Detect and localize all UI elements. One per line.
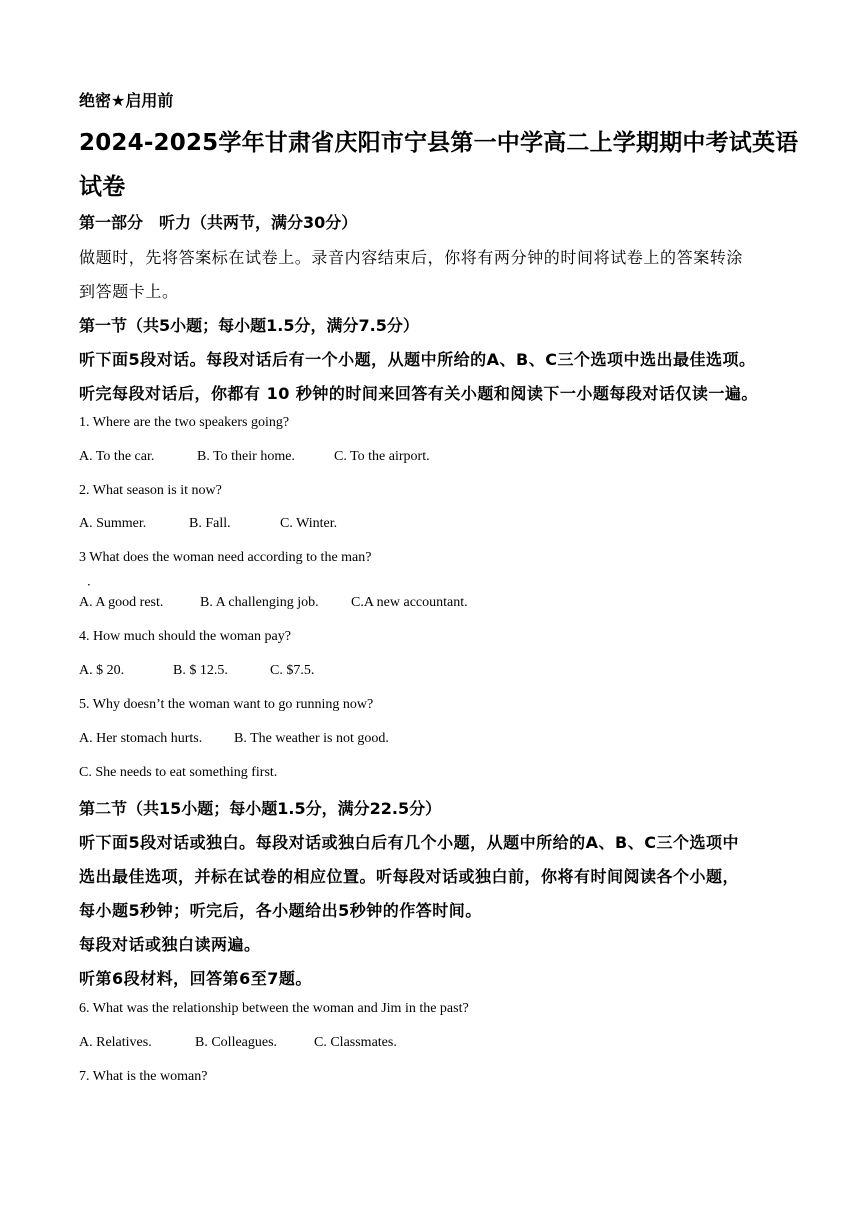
question-3-option-b: B. A challenging job. xyxy=(200,595,319,610)
section2-material-6: 听第6段材料，回答第6至7题。 xyxy=(79,969,312,988)
page-title-continued: 试卷 xyxy=(79,174,126,200)
confidential-label: 绝密★启用前 xyxy=(79,91,174,110)
instructions-line-1: 做题时，先将答案标在试卷上。录音内容结束后，你将有两分钟的时间将试卷上的答案转涂 xyxy=(79,248,744,267)
part1-heading: 第一部分 听力（共两节，满分30分） xyxy=(79,213,358,232)
question-2-option-c: C. Winter. xyxy=(280,516,338,531)
question-5-option-b: B. The weather is not good. xyxy=(234,731,389,746)
question-1-options xyxy=(79,449,430,465)
question-4-option-c: C. $7.5. xyxy=(270,663,315,678)
question-3-stem: 3 What does the woman need according to the man? xyxy=(79,550,372,565)
section2-directions-line-2: 选出最佳选项，并标在试卷的相应位置。听每段对话或独白前，你将有时间阅读各个小题， xyxy=(79,867,740,886)
question-1-option-a: A. To the car. xyxy=(79,449,155,464)
question-1-option-b: B. To their home. xyxy=(197,449,295,464)
question-3-options xyxy=(79,595,468,611)
section2-read-twice: 每段对话或独白读两遍。 xyxy=(79,935,261,954)
question-6-option-c: C. Classmates. xyxy=(314,1035,397,1050)
section1-directions-line-2: 听完每段对话后，你都有 10 秒钟的时间来回答有关小题和阅读下一小题每段对话仅读一遍。 xyxy=(79,384,758,403)
section2-directions-line-3: 每小题5秒钟；听完后，各小题给出5秒钟的作答时间。 xyxy=(79,901,482,920)
section2-directions-line-1: 听下面5段对话或独白。每段对话或独白后有几个小题，从题中所给的A、B、C三个选项中 xyxy=(79,833,739,852)
question-2-options xyxy=(79,516,337,532)
question-4-option-b: B. $ 12.5. xyxy=(173,663,228,678)
question-6-option-a: A. Relatives. xyxy=(79,1035,152,1050)
question-2-option-b: B. Fall. xyxy=(189,516,231,531)
question-6-option-b: B. Colleagues. xyxy=(195,1035,278,1050)
question-1-option-c: C. To the airport. xyxy=(334,449,430,464)
question-5-option-a: A. Her stomach hurts. xyxy=(79,731,203,746)
question-1-stem: 1. Where are the two speakers going? xyxy=(79,415,290,430)
section1-directions-line-1: 听下面5段对话。每段对话后有一个小题，从题中所给的A、B、C三个选项中选出最佳选项。 xyxy=(79,350,756,369)
question-2-stem: 2. What season is it now? xyxy=(79,483,222,498)
question-5-option-c: C. She needs to eat something first. xyxy=(79,765,278,780)
question-4-options xyxy=(79,663,314,679)
section1-heading: 第一节（共5小题；每小题1.5分，满分7.5分） xyxy=(79,316,419,335)
question-3-option-c: C.A new accountant. xyxy=(351,595,468,610)
instructions-line-2: 到答题卡上。 xyxy=(79,282,179,301)
question-6-options xyxy=(79,1035,397,1051)
question-6-stem: 6. What was the relationship between the woman and Jim in the past? xyxy=(79,1001,469,1016)
question-5-stem: 5. Why doesn’t the woman want to go running now? xyxy=(79,697,374,712)
question-4-stem: 4. How much should the woman pay? xyxy=(79,629,291,644)
question-3-option-a: A. A good rest. xyxy=(79,595,164,610)
question-2-option-a: A. Summer. xyxy=(79,516,147,531)
question-5-options xyxy=(79,731,389,747)
section2-heading: 第二节（共15小题；每小题1.5分，满分22.5分） xyxy=(79,799,442,818)
question-7-stem: 7. What is the woman? xyxy=(79,1069,208,1084)
page-title: 2024-2025学年甘肃省庆阳市宁县第一中学高二上学期期中考试英语 xyxy=(79,130,799,156)
question-3-stray-dot: ． xyxy=(87,574,100,588)
question-4-option-a: A. $ 20. xyxy=(79,663,125,678)
